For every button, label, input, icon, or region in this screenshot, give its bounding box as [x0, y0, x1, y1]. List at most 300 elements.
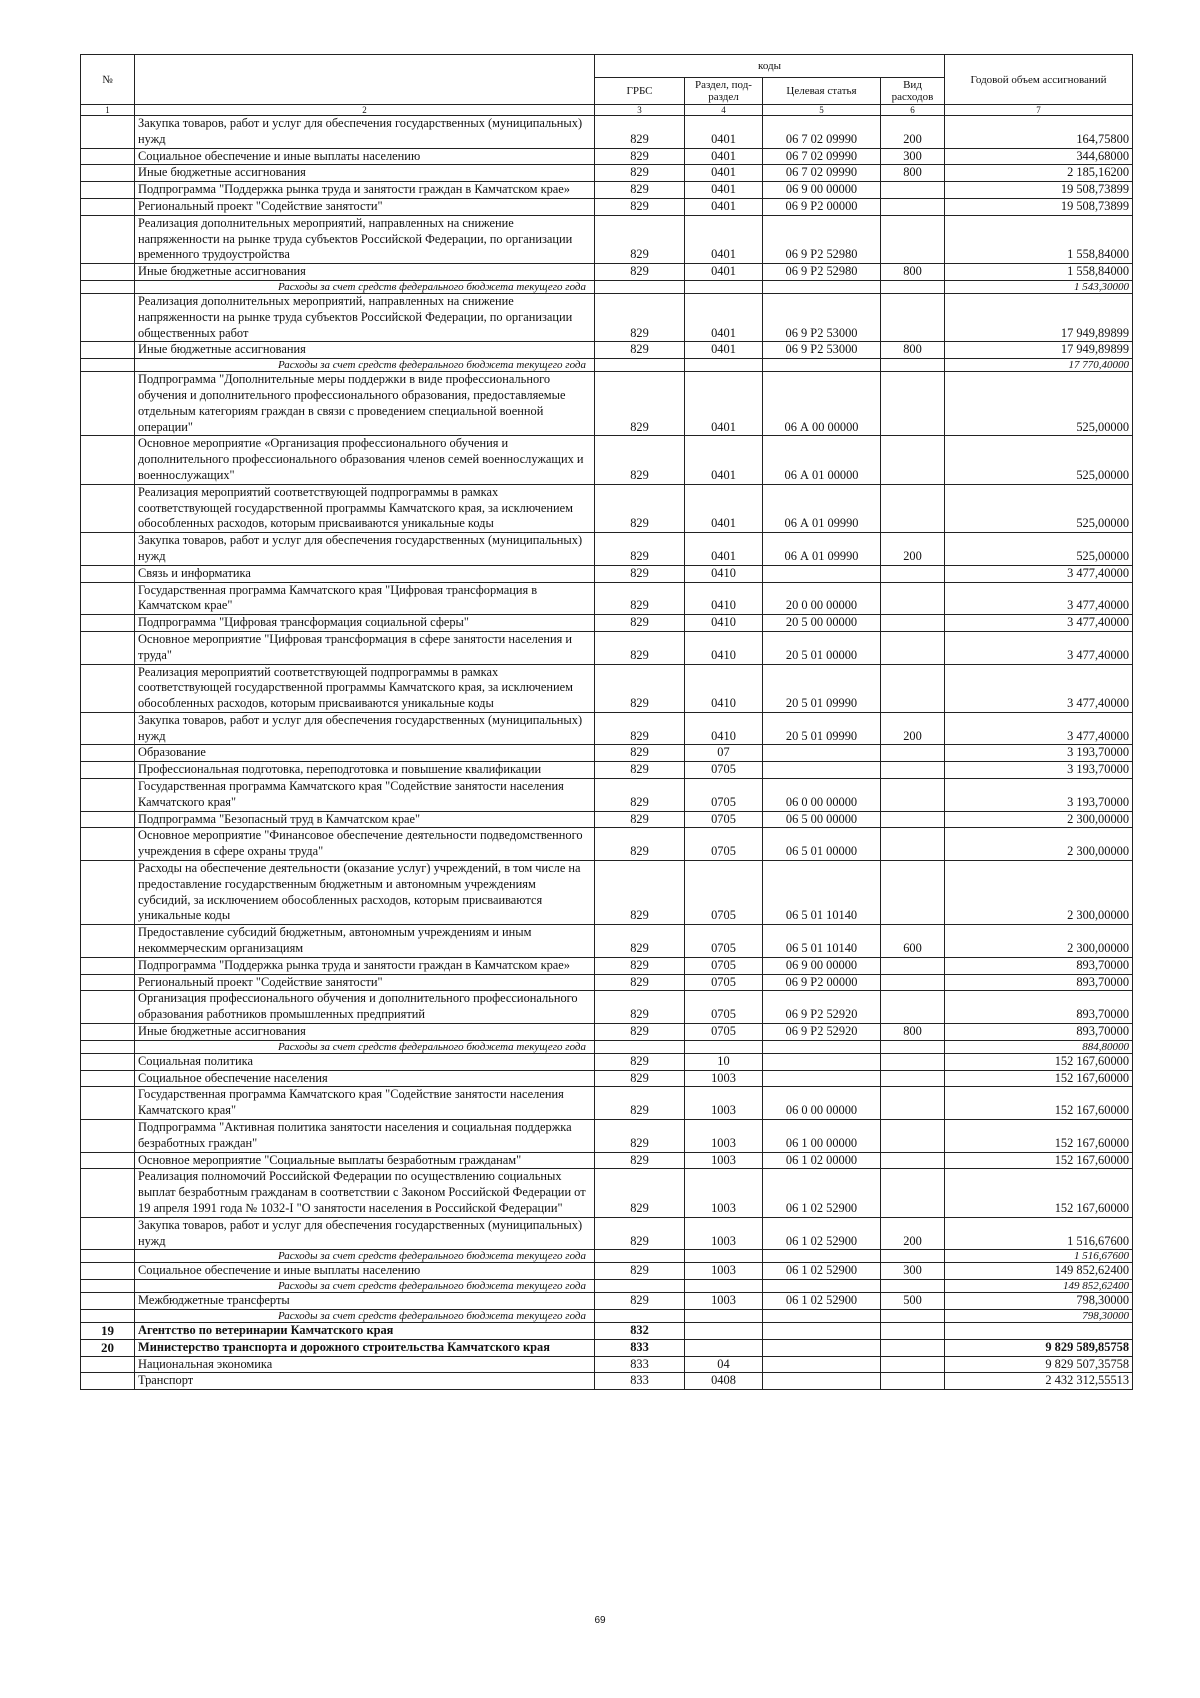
row-number: [81, 762, 135, 779]
row-grbs: [595, 1040, 685, 1053]
row-razdel: 1003: [685, 1293, 763, 1310]
table-row: [81, 342, 1133, 359]
row-razdel: [685, 1339, 763, 1356]
row-amount: 17 770,40000: [945, 359, 1133, 372]
row-name: Закупка товаров, работ и услуг для обеспечения государственных (муниципальных) нужд: [135, 1217, 595, 1250]
row-grbs: 829: [595, 1293, 685, 1310]
row-target-article: 20 5 01 09990: [763, 664, 881, 712]
row-expense-type: [881, 436, 945, 484]
row-number: [81, 615, 135, 632]
row-amount: 2 300,00000: [945, 828, 1133, 861]
table-row: [81, 1263, 1133, 1280]
row-expense-type: [881, 565, 945, 582]
row-expense-type: 300: [881, 148, 945, 165]
row-grbs: 829: [595, 1087, 685, 1120]
row-name: Подпрограмма "Дополнительные меры поддержки в виде профессионального обучения и дополнительного профессионального образования, предоставляемые отдельным категориям граждан в связи с проведением специальной военной операции": [135, 372, 595, 436]
row-grbs: 829: [595, 615, 685, 632]
row-razdel: 0705: [685, 925, 763, 958]
table-row: [81, 280, 1133, 293]
row-number: [81, 1120, 135, 1153]
row-name: Организация профессионального обучения и дополнительного профессионального образования работников промышленных предприятий: [135, 991, 595, 1024]
row-number: [81, 264, 135, 281]
row-expense-type: 500: [881, 1293, 945, 1310]
row-amount: 152 167,60000: [945, 1087, 1133, 1120]
row-number: [81, 1152, 135, 1169]
row-razdel: 0401: [685, 342, 763, 359]
row-target-article: 06 1 02 00000: [763, 1152, 881, 1169]
row-razdel: 0401: [685, 165, 763, 182]
row-amount: 2 432 312,55513: [945, 1373, 1133, 1390]
row-grbs: 829: [595, 828, 685, 861]
row-grbs: 829: [595, 745, 685, 762]
row-expense-type: [881, 664, 945, 712]
header-grbs: ГРБС: [595, 78, 685, 105]
row-name: Региональный проект "Содействие занятости": [135, 974, 595, 991]
table-row: [81, 1293, 1133, 1310]
table-row: [81, 1040, 1133, 1053]
row-target-article: 06 9 00 00000: [763, 957, 881, 974]
row-number: [81, 828, 135, 861]
row-expense-type: [881, 1152, 945, 1169]
row-amount: 152 167,60000: [945, 1053, 1133, 1070]
row-number: [81, 664, 135, 712]
table-row: [81, 811, 1133, 828]
row-name: Социальное обеспечение и иные выплаты населению: [135, 148, 595, 165]
row-number: [81, 182, 135, 199]
row-name: Социальное обеспечение и иные выплаты населению: [135, 1263, 595, 1280]
row-target-article: [763, 1250, 881, 1263]
row-amount: 9 829 589,85758: [945, 1339, 1133, 1356]
table-row: [81, 1087, 1133, 1120]
row-razdel: 0410: [685, 631, 763, 664]
row-expense-type: [881, 182, 945, 199]
row-grbs: 829: [595, 533, 685, 566]
row-number: [81, 1169, 135, 1217]
header-codes: коды: [595, 55, 945, 78]
row-number: [81, 861, 135, 925]
row-amount: 344,68000: [945, 148, 1133, 165]
row-target-article: 06 7 02 09990: [763, 165, 881, 182]
row-number: [81, 1280, 135, 1293]
row-target-article: 06 7 02 09990: [763, 116, 881, 149]
table-row: [81, 436, 1133, 484]
table-header: [81, 55, 1133, 116]
row-amount: 3 193,70000: [945, 762, 1133, 779]
row-number: [81, 1040, 135, 1053]
row-name: Основное мероприятие "Цифровая трансформация в сфере занятости населения и труда": [135, 631, 595, 664]
header-expense-type: Вид расходов: [881, 78, 945, 105]
col-number-4: 4: [685, 105, 763, 116]
row-razdel: 0401: [685, 533, 763, 566]
row-name: Государственная программа Камчатского края "Содействие занятости населения Камчатского края": [135, 1087, 595, 1120]
row-grbs: 829: [595, 182, 685, 199]
row-expense-type: [881, 631, 945, 664]
row-target-article: 06 9 Р2 52980: [763, 264, 881, 281]
row-razdel: 0401: [685, 198, 763, 215]
row-expense-type: 600: [881, 925, 945, 958]
row-grbs: 829: [595, 582, 685, 615]
table-row: [81, 779, 1133, 812]
header-number: №: [81, 55, 135, 105]
row-name: Подпрограмма "Безопасный труд в Камчатском крае": [135, 811, 595, 828]
row-amount: 525,00000: [945, 484, 1133, 532]
row-name: Расходы за счет средств федерального бюджета текущего года: [135, 280, 595, 293]
table-body: [81, 116, 1133, 1390]
row-name: Транспорт: [135, 1373, 595, 1390]
row-grbs: 829: [595, 1053, 685, 1070]
row-name: Связь и информатика: [135, 565, 595, 582]
row-grbs: 829: [595, 148, 685, 165]
row-name: Региональный проект "Содействие занятости": [135, 198, 595, 215]
row-target-article: [763, 1373, 881, 1390]
row-name: Подпрограмма "Активная политика занятости населения и социальная поддержка безработных граждан": [135, 1120, 595, 1153]
row-amount: 884,80000: [945, 1040, 1133, 1053]
row-expense-type: [881, 280, 945, 293]
table-row: [81, 1053, 1133, 1070]
row-expense-type: [881, 1169, 945, 1217]
row-expense-type: 200: [881, 1217, 945, 1250]
table-row: [81, 484, 1133, 532]
row-razdel: [685, 280, 763, 293]
row-amount: 3 477,40000: [945, 565, 1133, 582]
row-amount: 149 852,62400: [945, 1263, 1133, 1280]
row-grbs: [595, 1309, 685, 1322]
row-target-article: [763, 1339, 881, 1356]
row-number: [81, 925, 135, 958]
table-row: [81, 828, 1133, 861]
row-grbs: 829: [595, 1024, 685, 1041]
col-number-1: 1: [81, 105, 135, 116]
row-grbs: [595, 280, 685, 293]
row-amount: 2 300,00000: [945, 925, 1133, 958]
table-row: [81, 1120, 1133, 1153]
row-grbs: 829: [595, 974, 685, 991]
table-row: [81, 1280, 1133, 1293]
table-row: [81, 1250, 1133, 1263]
row-grbs: 829: [595, 664, 685, 712]
row-target-article: 06 А 01 00000: [763, 436, 881, 484]
row-amount: 893,70000: [945, 1024, 1133, 1041]
table-row: [81, 974, 1133, 991]
row-razdel: 10: [685, 1053, 763, 1070]
row-razdel: 0401: [685, 436, 763, 484]
row-grbs: 829: [595, 631, 685, 664]
row-target-article: [763, 1322, 881, 1339]
row-target-article: 06 9 Р2 53000: [763, 293, 881, 341]
row-razdel: 1003: [685, 1120, 763, 1153]
row-amount: 525,00000: [945, 436, 1133, 484]
row-amount: 149 852,62400: [945, 1280, 1133, 1293]
row-name: Закупка товаров, работ и услуг для обеспечения государственных (муниципальных) нужд: [135, 116, 595, 149]
row-expense-type: [881, 372, 945, 436]
row-amount: 798,30000: [945, 1293, 1133, 1310]
row-expense-type: [881, 293, 945, 341]
row-grbs: 833: [595, 1356, 685, 1373]
table-row: [81, 1217, 1133, 1250]
row-razdel: 0705: [685, 762, 763, 779]
row-expense-type: [881, 1070, 945, 1087]
row-number: [81, 1024, 135, 1041]
table-row: [81, 1169, 1133, 1217]
row-razdel: 0408: [685, 1373, 763, 1390]
row-number: [81, 1053, 135, 1070]
table-row: [81, 1322, 1133, 1339]
budget-table-sheet: [80, 54, 1132, 1390]
table-row: [81, 1373, 1133, 1390]
row-grbs: 829: [595, 925, 685, 958]
row-name: Национальная экономика: [135, 1356, 595, 1373]
row-name: Образование: [135, 745, 595, 762]
row-expense-type: [881, 762, 945, 779]
row-name: Межбюджетные трансферты: [135, 1293, 595, 1310]
row-amount: 893,70000: [945, 974, 1133, 991]
row-target-article: 06 9 Р2 52920: [763, 1024, 881, 1041]
row-grbs: 829: [595, 861, 685, 925]
header-name: [135, 55, 595, 105]
row-number: [81, 565, 135, 582]
row-name: Иные бюджетные ассигнования: [135, 165, 595, 182]
row-expense-type: [881, 215, 945, 263]
row-name: Реализация полномочий Российской Федерации по осуществлению социальных выплат безработным гражданам в соответствии с Законом Российской Федерации от 19 апреля 1991 года № 1032-I "О занятости населения в Российской Федерации": [135, 1169, 595, 1217]
row-amount: 3 477,40000: [945, 615, 1133, 632]
row-name: Профессиональная подготовка, переподготовка и повышение квалификации: [135, 762, 595, 779]
row-expense-type: 800: [881, 264, 945, 281]
row-target-article: [763, 745, 881, 762]
row-name: Государственная программа Камчатского края "Содействие занятости населения Камчатского края": [135, 779, 595, 812]
table-row: [81, 293, 1133, 341]
row-expense-type: [881, 582, 945, 615]
row-grbs: 829: [595, 198, 685, 215]
row-target-article: 20 5 01 00000: [763, 631, 881, 664]
row-grbs: [595, 359, 685, 372]
table-row: [81, 148, 1133, 165]
table-row: [81, 359, 1133, 372]
row-razdel: 0401: [685, 116, 763, 149]
row-amount: 2 300,00000: [945, 861, 1133, 925]
row-razdel: [685, 1280, 763, 1293]
row-grbs: 832: [595, 1322, 685, 1339]
row-expense-type: [881, 1309, 945, 1322]
row-razdel: 1003: [685, 1070, 763, 1087]
table-row: [81, 1356, 1133, 1373]
row-grbs: 829: [595, 712, 685, 745]
row-name: Подпрограмма "Цифровая трансформация социальной сферы": [135, 615, 595, 632]
row-razdel: 0705: [685, 828, 763, 861]
row-razdel: 0401: [685, 484, 763, 532]
row-name: Государственная программа Камчатского края "Цифровая трансформация в Камчатском крае": [135, 582, 595, 615]
table-row: [81, 762, 1133, 779]
row-amount: 2 185,16200: [945, 165, 1133, 182]
row-amount: 9 829 507,35758: [945, 1356, 1133, 1373]
row-expense-type: 800: [881, 342, 945, 359]
row-name: Расходы за счет средств федерального бюджета текущего года: [135, 1280, 595, 1293]
row-amount: 152 167,60000: [945, 1152, 1133, 1169]
row-expense-type: [881, 1280, 945, 1293]
row-number: [81, 436, 135, 484]
row-name: Предоставление субсидий бюджетным, автономным учреждениям и иным некоммерческим организациям: [135, 925, 595, 958]
row-expense-type: [881, 359, 945, 372]
row-amount: 893,70000: [945, 991, 1133, 1024]
page-number: 69: [594, 1615, 606, 1626]
row-amount: 1 558,84000: [945, 215, 1133, 263]
row-grbs: 829: [595, 342, 685, 359]
row-target-article: [763, 1040, 881, 1053]
row-target-article: [763, 359, 881, 372]
row-razdel: 0410: [685, 712, 763, 745]
row-expense-type: [881, 1120, 945, 1153]
header-column-numbers: [81, 105, 1133, 116]
row-number: [81, 280, 135, 293]
row-number: [81, 745, 135, 762]
row-razdel: 0401: [685, 293, 763, 341]
row-razdel: 0410: [685, 565, 763, 582]
col-number-5: 5: [763, 105, 881, 116]
row-number: [81, 165, 135, 182]
row-name: Расходы за счет средств федерального бюджета текущего года: [135, 359, 595, 372]
row-amount: 1 516,67600: [945, 1217, 1133, 1250]
row-name: Подпрограмма "Поддержка рынка труда и занятости граждан в Камчатском крае»: [135, 182, 595, 199]
row-target-article: [763, 1356, 881, 1373]
row-target-article: [763, 1280, 881, 1293]
row-target-article: 06 5 01 10140: [763, 861, 881, 925]
row-grbs: 829: [595, 1070, 685, 1087]
row-name: Расходы за счет средств федерального бюджета текущего года: [135, 1040, 595, 1053]
row-target-article: 20 0 00 00000: [763, 582, 881, 615]
row-number: [81, 533, 135, 566]
row-expense-type: [881, 1087, 945, 1120]
row-expense-type: [881, 198, 945, 215]
row-number: [81, 631, 135, 664]
row-amount: 1 543,30000: [945, 280, 1133, 293]
row-target-article: 06 9 Р2 00000: [763, 974, 881, 991]
row-amount: 19 508,73899: [945, 182, 1133, 199]
row-amount: 3 477,40000: [945, 582, 1133, 615]
col-number-2: 2: [135, 105, 595, 116]
row-number: [81, 991, 135, 1024]
row-razdel: 0705: [685, 861, 763, 925]
row-number: [81, 974, 135, 991]
row-target-article: 06 0 00 00000: [763, 1087, 881, 1120]
row-expense-type: [881, 1322, 945, 1339]
table-row: [81, 198, 1133, 215]
row-amount: 17 949,89899: [945, 293, 1133, 341]
row-grbs: 829: [595, 436, 685, 484]
row-number: [81, 712, 135, 745]
row-razdel: 0401: [685, 372, 763, 436]
row-number: 20: [81, 1339, 135, 1356]
row-expense-type: [881, 1250, 945, 1263]
row-name: Реализация дополнительных мероприятий, направленных на снижение напряженности на рынке труда субъектов Российской Федерации, по организации временного трудоустройства: [135, 215, 595, 263]
row-grbs: 829: [595, 991, 685, 1024]
row-expense-type: [881, 974, 945, 991]
row-grbs: 829: [595, 1120, 685, 1153]
row-razdel: 1003: [685, 1217, 763, 1250]
row-expense-type: [881, 957, 945, 974]
row-amount: 152 167,60000: [945, 1070, 1133, 1087]
row-name: Социальная политика: [135, 1053, 595, 1070]
row-name: Закупка товаров, работ и услуг для обеспечения государственных (муниципальных) нужд: [135, 712, 595, 745]
row-amount: 2 300,00000: [945, 811, 1133, 828]
row-expense-type: [881, 1040, 945, 1053]
table-row: [81, 1024, 1133, 1041]
row-grbs: 833: [595, 1339, 685, 1356]
row-amount: 152 167,60000: [945, 1169, 1133, 1217]
row-grbs: 829: [595, 957, 685, 974]
budget-table: [80, 54, 1133, 1390]
table-row: [81, 1070, 1133, 1087]
table-row: [81, 861, 1133, 925]
table-row: [81, 165, 1133, 182]
row-name: Агентство по ветеринарии Камчатского края: [135, 1322, 595, 1339]
row-target-article: [763, 1053, 881, 1070]
row-target-article: [763, 1070, 881, 1087]
header-target-article: Целевая статья: [763, 78, 881, 105]
row-name: Расходы за счет средств федерального бюджета текущего года: [135, 1309, 595, 1322]
row-number: [81, 1217, 135, 1250]
table-row: [81, 957, 1133, 974]
row-razdel: 0401: [685, 182, 763, 199]
row-expense-type: 800: [881, 1024, 945, 1041]
row-razdel: 1003: [685, 1152, 763, 1169]
row-amount: 152 167,60000: [945, 1120, 1133, 1153]
row-number: [81, 582, 135, 615]
col-number-3: 3: [595, 105, 685, 116]
header-annual-volume: Годовой объем ассигнований: [945, 55, 1133, 105]
row-razdel: 0410: [685, 664, 763, 712]
row-expense-type: [881, 615, 945, 632]
row-name: Подпрограмма "Поддержка рынка труда и занятости граждан в Камчатском крае»: [135, 957, 595, 974]
row-target-article: [763, 280, 881, 293]
row-amount: 893,70000: [945, 957, 1133, 974]
row-amount: 17 949,89899: [945, 342, 1133, 359]
row-expense-type: 200: [881, 533, 945, 566]
row-target-article: 06 9 00 00000: [763, 182, 881, 199]
table-row: [81, 1339, 1133, 1356]
row-expense-type: [881, 861, 945, 925]
row-expense-type: 800: [881, 165, 945, 182]
row-number: [81, 116, 135, 149]
row-razdel: 0401: [685, 148, 763, 165]
row-amount: 798,30000: [945, 1309, 1133, 1322]
row-number: [81, 811, 135, 828]
row-amount: 1 516,67600: [945, 1250, 1133, 1263]
row-number: 19: [81, 1322, 135, 1339]
row-number: [81, 1373, 135, 1390]
row-grbs: [595, 1280, 685, 1293]
row-expense-type: [881, 828, 945, 861]
row-grbs: 829: [595, 1217, 685, 1250]
row-target-article: 06 9 Р2 52980: [763, 215, 881, 263]
row-target-article: 06 А 00 00000: [763, 372, 881, 436]
row-target-article: 06 9 Р2 52920: [763, 991, 881, 1024]
table-row: [81, 215, 1133, 263]
col-number-7: 7: [945, 105, 1133, 116]
row-number: [81, 342, 135, 359]
row-target-article: 06 1 02 52900: [763, 1263, 881, 1280]
row-number: [81, 1087, 135, 1120]
table-row: [81, 1152, 1133, 1169]
row-expense-type: 200: [881, 712, 945, 745]
row-razdel: 0410: [685, 615, 763, 632]
table-row: [81, 565, 1133, 582]
row-expense-type: [881, 1053, 945, 1070]
row-name: Реализация мероприятий соответствующей подпрограммы в рамках соответствующей государственной программы Камчатского края, за исключением обособленных расходов, которым присваиваются уникальные коды: [135, 484, 595, 532]
row-amount: 3 477,40000: [945, 712, 1133, 745]
row-name: Иные бюджетные ассигнования: [135, 1024, 595, 1041]
col-number-6: 6: [881, 105, 945, 116]
row-razdel: 1003: [685, 1263, 763, 1280]
row-grbs: 829: [595, 484, 685, 532]
